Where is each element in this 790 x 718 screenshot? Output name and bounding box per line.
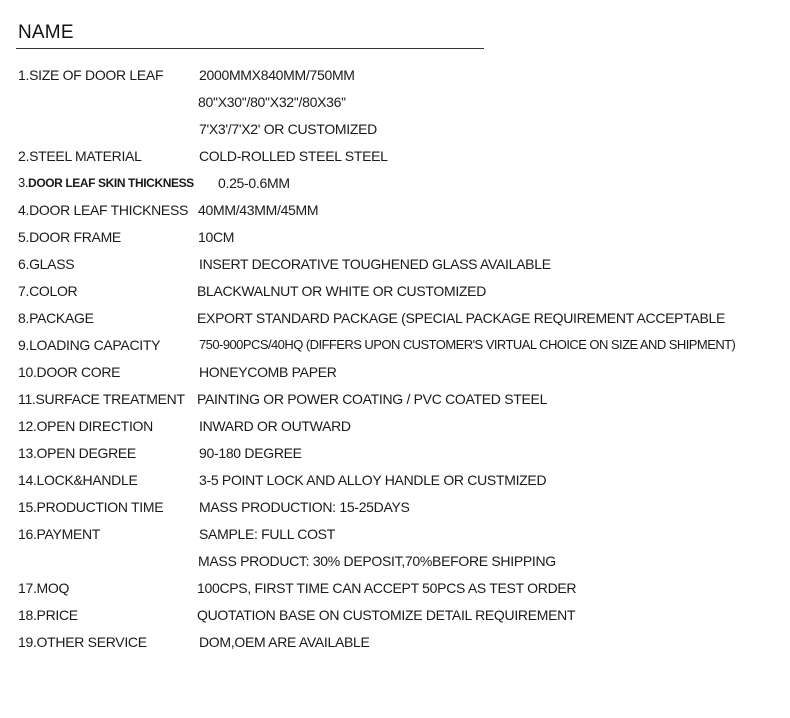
spec-value: 90-180 DEGREE (199, 445, 302, 461)
spec-value: QUOTATION BASE ON CUSTOMIZE DETAIL REQUIREMENT (197, 607, 576, 623)
spec-label: 5.DOOR FRAME (18, 229, 121, 245)
spec-value: 750-900PCS/40HQ (DIFFERS UPON CUSTOMER'S VIRTUAL CHOICE ON SIZE AND SHIPMENT) (199, 337, 736, 352)
spec-row-production-time (0, 498, 790, 525)
spec-row-glass (0, 255, 790, 282)
spec-row-size-feet (0, 120, 790, 147)
spec-label: 9.LOADING CAPACITY (18, 337, 161, 353)
spec-label: 1.SIZE OF DOOR LEAF (18, 67, 164, 83)
spec-value: SAMPLE: FULL COST (199, 526, 335, 542)
spec-value: 80''X30''/80''X32''/80X36'' (198, 94, 346, 110)
spec-value: DOM,OEM ARE AVAILABLE (199, 634, 370, 650)
spec-row-door-frame (0, 228, 790, 255)
spec-value: 100CPS, FIRST TIME CAN ACCEPT 50PCS AS TEST ORDER (197, 580, 577, 596)
spec-row-package (0, 309, 790, 336)
spec-value: PAINTING OR POWER COATING / PVC COATED STEEL (197, 391, 548, 407)
spec-label: 2.STEEL MATERIAL (18, 148, 142, 164)
spec-value: 40MM/43MM/45MM (198, 202, 319, 218)
spec-label: 4.DOOR LEAF THICKNESS (18, 202, 189, 218)
spec-row-payment-mass (0, 552, 790, 579)
spec-row-size-imperial (0, 93, 790, 120)
spec-row-skin-thickness (0, 174, 790, 201)
spec-value: 0.25-0.6MM (218, 175, 290, 191)
spec-label: 17.MOQ (18, 580, 70, 596)
spec-value: MASS PRODUCT: 30% DEPOSIT,70%BEFORE SHIPPING (198, 553, 556, 569)
spec-value: 2000MMX840MM/750MM (199, 67, 355, 83)
spec-value: 3-5 POINT LOCK AND ALLOY HANDLE OR CUSTMIZED (199, 472, 547, 488)
spec-label: 8.PACKAGE (18, 310, 94, 326)
spec-row-size (0, 66, 790, 93)
spec-row-lock-handle (0, 471, 790, 498)
spec-label: 18.PRICE (18, 607, 78, 623)
spec-value: 10CM (198, 229, 235, 245)
spec-value: HONEYCOMB PAPER (199, 364, 337, 380)
spec-row-leaf-thickness (0, 201, 790, 228)
spec-value: MASS PRODUCTION: 15-25DAYS (199, 499, 410, 515)
spec-value: EXPORT STANDARD PACKAGE (SPECIAL PACKAGE REQUIREMENT ACCEPTABLE (197, 310, 726, 326)
spec-row-open-direction (0, 417, 790, 444)
spec-row-moq (0, 579, 790, 606)
spec-label: 15.PRODUCTION TIME (18, 499, 164, 515)
spec-label: 16.PAYMENT (18, 526, 101, 542)
spec-row-door-core (0, 363, 790, 390)
spec-value: INSERT DECORATIVE TOUGHENED GLASS AVAILABLE (199, 256, 551, 272)
spec-label (18, 174, 194, 192)
spec-label-text: DOOR LEAF SKIN THICKNESS (28, 176, 194, 190)
spec-label: 13.OPEN DEGREE (18, 445, 136, 461)
spec-value: COLD-ROLLED STEEL STEEL (199, 148, 388, 164)
spec-label: 6.GLASS (18, 256, 75, 272)
spec-label: 12.OPEN DIRECTION (18, 418, 153, 434)
spec-row-color (0, 282, 790, 309)
spec-label: 19.OTHER SERVICE (18, 634, 147, 650)
spec-label-number: 3. (18, 175, 29, 190)
page-title: NAME (18, 22, 74, 43)
spec-row-open-degree (0, 444, 790, 471)
spec-row-other-service (0, 633, 790, 660)
spec-label: 10.DOOR CORE (18, 364, 121, 380)
spec-row-steel-material (0, 147, 790, 174)
spec-value: 7'X3'/7'X2' OR CUSTOMIZED (199, 121, 377, 137)
spec-row-surface-treatment (0, 390, 790, 417)
spec-value: BLACKWALNUT OR WHITE OR CUSTOMIZED (197, 283, 487, 299)
spec-label: 11.SURFACE TREATMENT (18, 391, 185, 407)
spec-label: 7.COLOR (18, 283, 78, 299)
spec-row-payment (0, 525, 790, 552)
spec-label: 14.LOCK&HANDLE (18, 472, 138, 488)
spec-row-price (0, 606, 790, 633)
spec-value: INWARD OR OUTWARD (199, 418, 351, 434)
spec-row-loading-capacity (0, 336, 790, 363)
